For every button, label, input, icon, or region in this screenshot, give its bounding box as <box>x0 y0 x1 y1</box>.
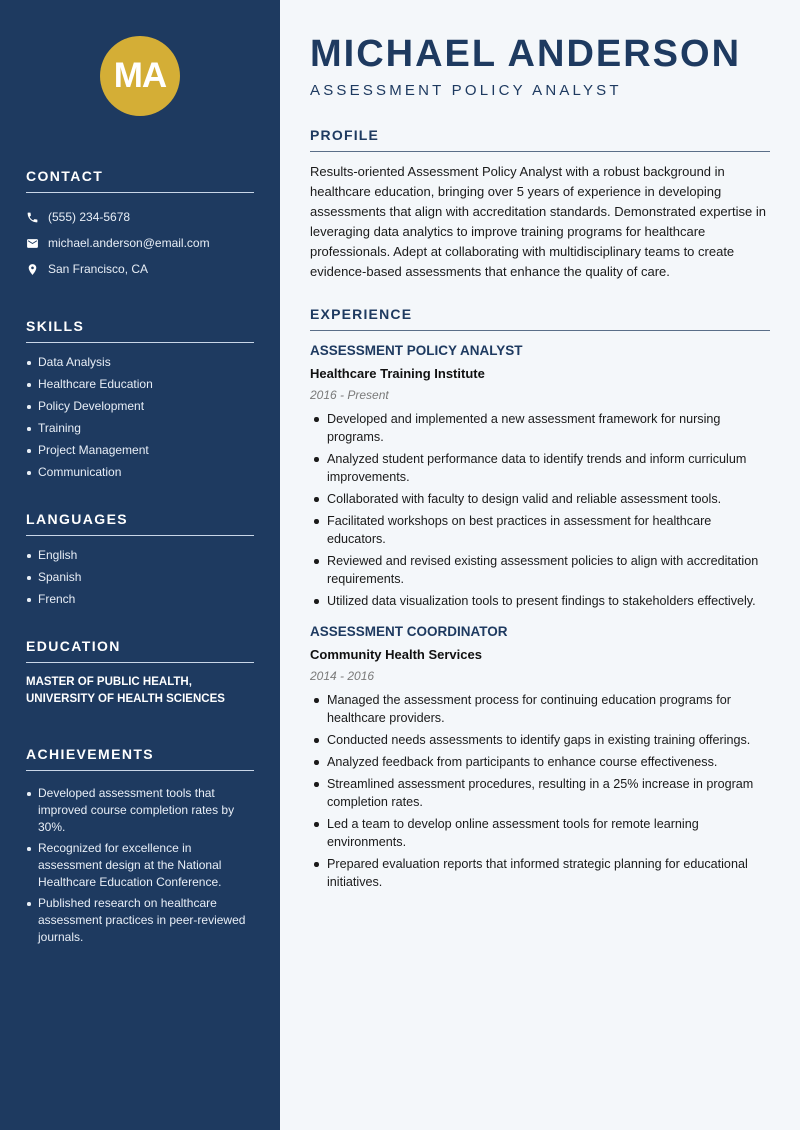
job-bullets <box>310 410 770 610</box>
job-bullet: Developed and implemented a new assessment framework for nursing programs. <box>310 410 770 446</box>
language-item: Spanish <box>26 569 254 586</box>
phone-icon <box>26 211 39 224</box>
skill-item: Training <box>26 420 254 437</box>
email-icon <box>26 237 39 250</box>
job-entry <box>310 343 770 610</box>
contact-section <box>26 168 254 282</box>
job-bullet: Reviewed and revised existing assessment policies to align with accreditation requirements. <box>310 552 770 588</box>
job-role: ASSESSMENT COORDINATOR <box>310 624 508 639</box>
job-role: ASSESSMENT POLICY ANALYST <box>310 343 523 358</box>
profile-section <box>310 127 770 282</box>
job-bullet: Collaborated with faculty to design valid and reliable assessment tools. <box>310 490 770 508</box>
contact-list <box>26 204 254 282</box>
job-bullet: Facilitated workshops on best practices in assessment for healthcare educators. <box>310 512 770 548</box>
language-item: French <box>26 591 254 608</box>
experience-heading: EXPERIENCE <box>310 306 770 331</box>
candidate-title: ASSESSMENT POLICY ANALYST <box>310 82 622 99</box>
candidate-name: MICHAEL ANDERSON <box>310 33 742 75</box>
education-line-1: MASTER OF PUBLIC HEALTH, <box>26 676 192 688</box>
achievement-item: Recognized for excellence in assessment design at the National Healthcare Education Conference. <box>26 840 254 891</box>
job-bullet: Analyzed feedback from participants to enhance course effectiveness. <box>310 753 770 771</box>
contact-phone[interactable] <box>26 204 254 230</box>
profile-heading: PROFILE <box>310 127 770 152</box>
education-heading: EDUCATION <box>26 638 254 663</box>
location-text: San Francisco, CA <box>48 262 149 276</box>
achievements-section <box>26 746 254 946</box>
job-dates: 2016 - Present <box>310 388 389 402</box>
languages-section <box>26 511 254 608</box>
achievements-heading: ACHIEVEMENTS <box>26 746 254 771</box>
skill-item: Communication <box>26 464 254 481</box>
job-bullets <box>310 691 770 891</box>
skill-item: Project Management <box>26 442 254 459</box>
job-company: Community Health Services <box>310 647 482 662</box>
avatar: MA <box>100 36 180 116</box>
job-bullet: Utilized data visualization tools to present findings to stakeholders effectively. <box>310 592 770 610</box>
languages-heading: LANGUAGES <box>26 511 254 536</box>
languages-list <box>26 547 254 608</box>
language-item: English <box>26 547 254 564</box>
achievement-item: Developed assessment tools that improved course completion rates by 30%. <box>26 785 254 836</box>
job-bullet: Streamlined assessment procedures, resulting in a 25% increase in program completion rates. <box>310 775 770 811</box>
education-section <box>26 638 254 708</box>
job-company: Healthcare Training Institute <box>310 366 485 381</box>
job-dates: 2014 - 2016 <box>310 669 375 683</box>
location-pin-icon <box>26 263 39 276</box>
contact-location <box>26 256 254 282</box>
job-entry <box>310 624 770 891</box>
skill-item: Data Analysis <box>26 354 254 371</box>
achievements-list <box>26 785 254 946</box>
job-bullet: Led a team to develop online assessment tools for remote learning environments. <box>310 815 770 851</box>
education-degree <box>26 674 254 708</box>
skills-heading: SKILLS <box>26 318 254 343</box>
job-bullet: Managed the assessment process for continuing education programs for healthcare providers. <box>310 691 770 727</box>
contact-email[interactable] <box>26 230 254 256</box>
email-text: michael.anderson@email.com <box>48 236 210 250</box>
skills-section <box>26 318 254 481</box>
sidebar <box>0 0 280 1130</box>
main-content <box>280 0 800 1130</box>
experience-section <box>310 306 770 891</box>
phone-text: (555) 234-5678 <box>48 210 131 224</box>
skill-item: Healthcare Education <box>26 376 254 393</box>
resume-header <box>310 32 770 99</box>
job-bullet: Prepared evaluation reports that informed strategic planning for educational initiatives. <box>310 855 770 891</box>
job-bullet: Analyzed student performance data to identify trends and inform curriculum improvements. <box>310 450 770 486</box>
skill-item: Policy Development <box>26 398 254 415</box>
achievement-item: Published research on healthcare assessment practices in peer-reviewed journals. <box>26 895 254 946</box>
contact-heading: CONTACT <box>26 168 254 193</box>
avatar-container <box>26 36 254 116</box>
profile-summary: Results-oriented Assessment Policy Analyst with a robust background in healthcare education, bringing over 5 years of experience in developing assessments that align with accreditation standards. Demonstrated expertise in leveraging data analytics to improve training programs for healthcare professionals. Adept at collaborating with multidisciplinary teams to create evidence-based assessments that enhance the quality of care. <box>310 164 766 279</box>
job-bullet: Conducted needs assessments to identify gaps in existing training offerings. <box>310 731 770 749</box>
skills-list <box>26 354 254 481</box>
education-line-2: UNIVERSITY OF HEALTH SCIENCES <box>26 693 225 705</box>
